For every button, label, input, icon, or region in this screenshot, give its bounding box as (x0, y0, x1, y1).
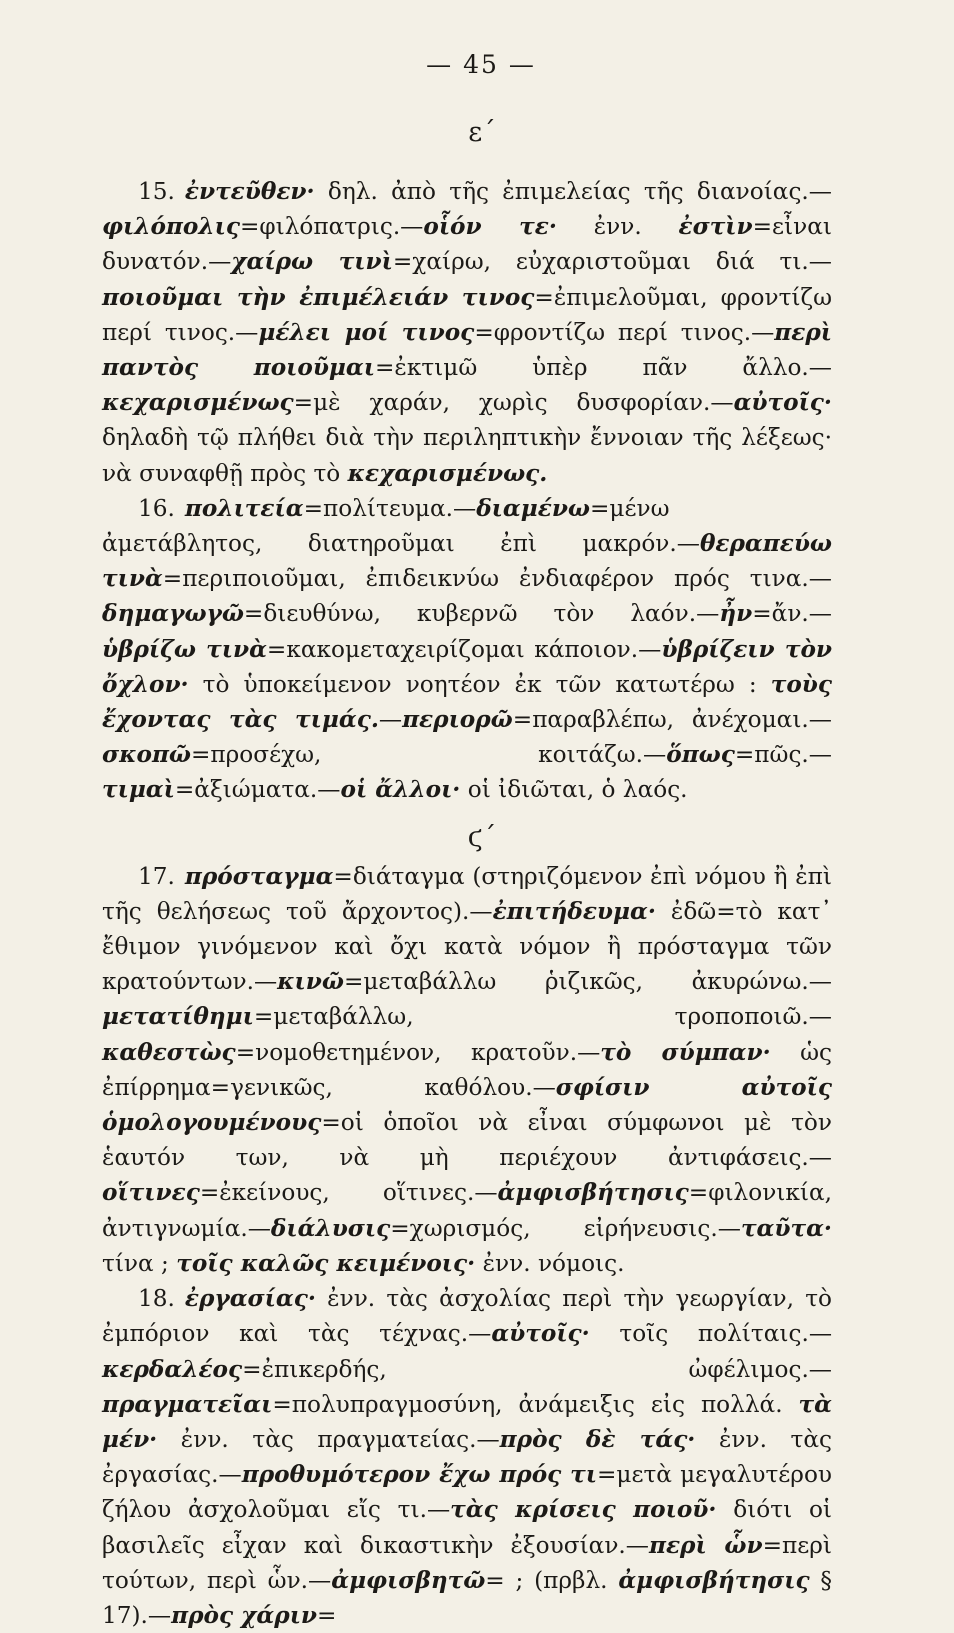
gloss-text: ἐνν. τὰς πραγματείας.— (157, 1425, 500, 1453)
glossary-term: μέλει μοί τινος (258, 318, 475, 346)
glossary-term: τοὺς ἔχοντας τὰς τιμάς. (102, 670, 832, 734)
glossary-term: μετατίθημι (102, 1003, 254, 1031)
gloss-text: =μὲ χαράν, χωρὶς δυσφορίαν.— (293, 389, 734, 417)
paragraph-number: 15. (138, 178, 175, 205)
section-heading-st: ϛ΄ (467, 821, 497, 853)
gloss-text: = (317, 1601, 337, 1629)
glossary-term: αὐτοῖς· (491, 1320, 590, 1348)
gloss-text: = ; (πρβλ. (485, 1566, 619, 1594)
gloss-text: =περὶ τούτων, περὶ ὧν.— (102, 1531, 832, 1594)
glossary-term: κινῶ (277, 968, 344, 996)
glossary-term: τιμαὶ (102, 776, 175, 804)
glossary-term: φιλόπολις (102, 213, 240, 241)
gloss-text: =διευθύνω, κυβερνῶ τὸν λαόν.— (243, 600, 720, 628)
paragraph-number: 17. (138, 862, 175, 890)
gloss-text: § 17).— (102, 1566, 832, 1629)
glossary-term: ταῦτα· (740, 1214, 832, 1242)
glossary-term: κεχαρισμένως. (347, 459, 548, 487)
gloss-text: =φιλονικία, ἀντιγνωμία.— (102, 1179, 832, 1242)
section-heading-e: ε΄ (468, 117, 496, 148)
paragraph-number: 18. (138, 1285, 175, 1313)
gloss-text: =χαίρω, εὐχαριστοῦμαι διά τι.— (392, 248, 832, 276)
gloss-text: ἐδῶ=τὸ κατ᾿ ἔθιμον γινόμενον καὶ ὄχι κατὰ νόμον ἢ πρόσταγμα τῶν κρατούντων.— (102, 897, 832, 996)
gloss-text: =ἐκτιμῶ ὑπὲρ πᾶν ἄλλο.— (374, 354, 832, 382)
gloss-text: =χωρισμός, εἰρήνευσις.— (390, 1214, 741, 1242)
gloss-text: =ἐκείνους, οἵτινες.— (199, 1179, 498, 1207)
gloss-text: =ἐπιμελοῦμαι, φροντίζω περί τινος.— (102, 283, 832, 346)
glossary-term: διάλυσις (270, 1214, 391, 1242)
glossary-term: διαμένω (476, 494, 590, 522)
gloss-text: δηλαδὴ τῷ πλήθει διὰ τὴν περιληπτικὴν ἔννοιαν τῆς λέξεως· νὰ συναφθῇ πρὸς τὸ (102, 424, 832, 487)
glossary-term: οἵτινες (102, 1179, 200, 1207)
gloss-text: =πῶς.— (734, 741, 832, 769)
gloss-text: τοῖς πολίταις.— (589, 1320, 833, 1348)
glossary-term: πολιτεία (184, 494, 304, 522)
glossary-term: περὶ ὧν (648, 1531, 763, 1559)
glossary-term: ἐντεῦθεν· (184, 178, 315, 205)
gloss-text: τὸ ὑποκείμενον νοητέον ἐκ τῶν κατωτέρω : (188, 670, 771, 698)
glossary-term: ὅπως (666, 741, 735, 769)
glossary-term: ἀμφισβήτησις (497, 1179, 689, 1207)
glossary-term: τὰ μέν· (102, 1390, 832, 1453)
paragraph-16 (102, 491, 832, 808)
gloss-text: =παραβλέπω, ἀνέχομαι.— (512, 706, 832, 734)
glossary-term: πραγματεῖαι (102, 1390, 273, 1418)
glossary-term: ἐπιτήδευμα· (492, 897, 656, 925)
paragraph-15 (102, 174, 832, 491)
gloss-text: =ἀξιώματα.— (174, 776, 341, 804)
paragraph-17 (102, 859, 832, 1281)
glossary-term: δημαγωγῶ (102, 600, 244, 628)
glossary-term: περὶ παντὸς ποιοῦμαι (102, 318, 833, 382)
gloss-text: =ἐπικερδής, ὠφέλιμος.— (242, 1355, 832, 1383)
glossary-term: ὑβρίζειν τὸν ὄχλον· (102, 635, 832, 698)
glossary-term: προθυμότερον ἔχω πρός τι (241, 1461, 597, 1489)
glossary-term: οἱ ἄλλοι· (340, 776, 461, 804)
gloss-text: ἐνν. τὰς ἐργασίας.— (102, 1425, 832, 1489)
glossary-term: αὐτοῖς· (733, 389, 832, 417)
glossary-term: ἀμφισβήτησις (618, 1566, 810, 1594)
glossary-term: οἷόν τε· (423, 213, 557, 241)
page-number: — 45 — (426, 50, 536, 79)
gloss-text: =ἄν.— (752, 600, 832, 628)
gloss-text: ὡς ἐπίρρημα=γενικῶς, καθόλου.— (102, 1038, 832, 1101)
gloss-text: =περιποιοῦμαι, ἐπιδεικνύω ἐνδιαφέρον πρός τινα.— (162, 565, 832, 593)
gloss-text: =προσέχω, κοιτάζω.— (191, 741, 667, 769)
gloss-text: =μένω ἀμετάβλητος, διατηροῦμαι ἐπὶ μακρόν.— (102, 494, 700, 558)
gloss-text: τίνα ; (102, 1249, 177, 1277)
glossary-term: τὸ σύμπαν· (600, 1038, 771, 1066)
gloss-text: διότι οἱ βασιλεῖς εἶχαν καὶ δικαστικὴν ἐξουσίαν.— (102, 1496, 832, 1559)
gloss-text: — (378, 706, 403, 734)
gloss-text: =εἶναι δυνατόν.— (102, 213, 832, 276)
gloss-text: =μετὰ μεγαλυτέρου ζήλου ἀσχολοῦμαι εἴς τι.— (102, 1461, 832, 1524)
gloss-text: =κακομεταχειρίζομαι κάποιον.— (266, 635, 662, 663)
paragraph-number: 16. (138, 494, 175, 522)
gloss-text: οἱ ἰδιῶται, ὁ λαός. (460, 776, 688, 804)
glossary-term: τοῖς καλῶς κειμένοις· (176, 1249, 476, 1277)
gloss-text: δηλ. ἀπὸ τῆς ἐπιμελείας τῆς διανοίας.— (314, 178, 832, 205)
glossary-term: ὑβρίζω τινὰ (102, 635, 267, 663)
glossary-term: καθεστὼς (102, 1038, 236, 1066)
gloss-text: ἐνν. τὰς ἀσχολίας περὶ τὴν γεωργίαν, τὸ ἐμπόριον καὶ τὰς τέχνας.— (102, 1285, 832, 1348)
gloss-text: =διάταγμα (στηριζόμενον ἐπὶ νόμου ἢ ἐπὶ τῆς θελήσεως τοῦ ἄρχοντος).— (102, 862, 832, 925)
glossary-term: τὰς κρίσεις ποιοῦ· (450, 1496, 717, 1524)
glossary-term: ἐστὶν (678, 213, 753, 241)
gloss-text: =νομοθετημένον, κρατοῦν.— (235, 1038, 601, 1066)
gloss-text: ἐνν. νόμοις. (475, 1249, 625, 1277)
glossary-term: θεραπεύω τινὰ (102, 530, 832, 593)
glossary-term: σφίσιν αὐτοῖς ὁμολογουμένους (102, 1073, 832, 1137)
gloss-text: =πολίτευμα.— (303, 494, 477, 522)
gloss-text: =φιλόπατρις.— (239, 213, 424, 241)
paragraph-18 (102, 1281, 832, 1633)
glossary-term: κεχαρισμένως (102, 389, 294, 417)
glossary-term: σκοπῶ (102, 741, 191, 769)
glossary-term: πρὸς χάριν (171, 1601, 317, 1629)
gloss-text: =οἱ ὁποῖοι νὰ εἶναι σύμφωνοι μὲ τὸν ἑαυτόν των, νὰ μὴ περιέχουν ἀντιφάσεις.— (102, 1109, 832, 1172)
glossary-term: κερδαλέος (102, 1355, 243, 1383)
glossary-term: πρὸς δὲ τάς· (499, 1425, 696, 1453)
glossary-term: χαίρω τινὶ (231, 248, 393, 276)
glossary-term: ποιοῦμαι τὴν ἐπιμέλειάν τινος (102, 283, 535, 311)
glossary-term: πρόσταγμα (184, 862, 334, 890)
glossary-term: ἦν (719, 600, 753, 628)
gloss-text: =μεταβάλλω ῥιζικῶς, ἀκυρώνω.— (343, 968, 832, 996)
glossary-term: ἀμφισβητῶ (331, 1566, 486, 1594)
gloss-text: =πολυπραγμοσύνη, ἀνάμειξις εἰς πολλά. (272, 1390, 799, 1418)
gloss-text: =φροντίζω περί τινος.— (474, 318, 775, 346)
glossary-term: περιορῶ (402, 706, 513, 734)
gloss-text: =μεταβάλλω, τροποποιῶ.— (253, 1003, 832, 1031)
gloss-text: ἐνν. (556, 213, 679, 241)
glossary-term: ἐργασίας· (184, 1285, 316, 1313)
